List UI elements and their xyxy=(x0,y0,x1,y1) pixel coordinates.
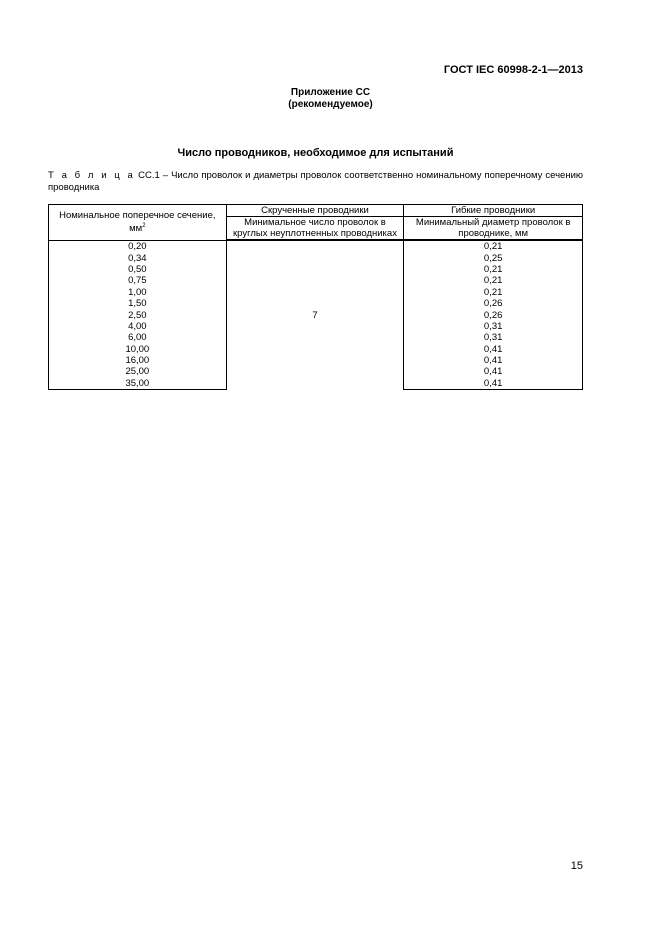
table-body xyxy=(49,240,583,390)
header-cross-section-label: Номинальное поперечное сечение, мм xyxy=(59,210,216,235)
cell-min-diameter: 0,31 xyxy=(404,321,583,332)
table-row xyxy=(49,240,583,252)
header-cross-section xyxy=(49,205,227,241)
cell-cross-section: 4,00 xyxy=(49,321,227,332)
header-cross-section-unit-sup: 2 xyxy=(142,223,146,230)
cell-min-diameter: 0,25 xyxy=(404,252,583,263)
cell-cross-section: 2,50 xyxy=(49,309,227,320)
cell-cross-section: 0,34 xyxy=(49,252,227,263)
table-caption xyxy=(48,170,583,194)
annex-note: (рекомендуемое) xyxy=(288,99,373,110)
annex-heading xyxy=(0,87,661,111)
cell-cross-section: 1,50 xyxy=(49,298,227,309)
cell-cross-section: 0,75 xyxy=(49,275,227,286)
cell-min-wires: 7 xyxy=(226,240,404,390)
cell-min-diameter: 0,41 xyxy=(404,355,583,366)
table-caption-label: Т а б л и ц а xyxy=(48,170,136,181)
cell-min-diameter: 0,26 xyxy=(404,298,583,309)
cell-min-diameter: 0,26 xyxy=(404,309,583,320)
cell-cross-section: 35,00 xyxy=(49,378,227,390)
cell-min-diameter: 0,21 xyxy=(404,240,583,252)
cell-min-diameter: 0,21 xyxy=(404,287,583,298)
annex-title: Приложение СС xyxy=(290,87,371,98)
section-title: Число проводников, необходимое для испытаний xyxy=(177,147,454,159)
cell-cross-section: 16,00 xyxy=(49,355,227,366)
cell-cross-section: 0,50 xyxy=(49,264,227,275)
page-number: 15 xyxy=(570,860,583,872)
cell-min-diameter: 0,41 xyxy=(404,366,583,377)
header-min-wires: Минимальное число проволок в круглых неуплотненных проводниках xyxy=(226,217,404,241)
cell-cross-section: 6,00 xyxy=(49,332,227,343)
cell-min-diameter: 0,21 xyxy=(404,275,583,286)
cell-cross-section: 10,00 xyxy=(49,344,227,355)
header-group-stranded: Скрученные проводники xyxy=(226,205,404,217)
cell-min-diameter: 0,41 xyxy=(404,378,583,390)
cell-cross-section: 1,00 xyxy=(49,287,227,298)
header-min-diameter: Минимальный диаметр проволок в проводнике, мм xyxy=(404,217,583,241)
cell-cross-section: 0,20 xyxy=(49,240,227,252)
header-group-flexible: Гибкие проводники xyxy=(404,205,583,217)
table-caption-text: СС.1 – Число проволок и диаметры проволок соответственно номинальному поперечному сечению проводника xyxy=(48,170,584,193)
cell-min-diameter: 0,31 xyxy=(404,332,583,343)
document-id: ГОСТ IEC 60998-2-1—2013 xyxy=(443,64,583,76)
cell-min-diameter: 0,21 xyxy=(404,264,583,275)
cell-min-diameter: 0,41 xyxy=(404,344,583,355)
conductor-table xyxy=(48,204,583,390)
cell-cross-section: 25,00 xyxy=(49,366,227,377)
